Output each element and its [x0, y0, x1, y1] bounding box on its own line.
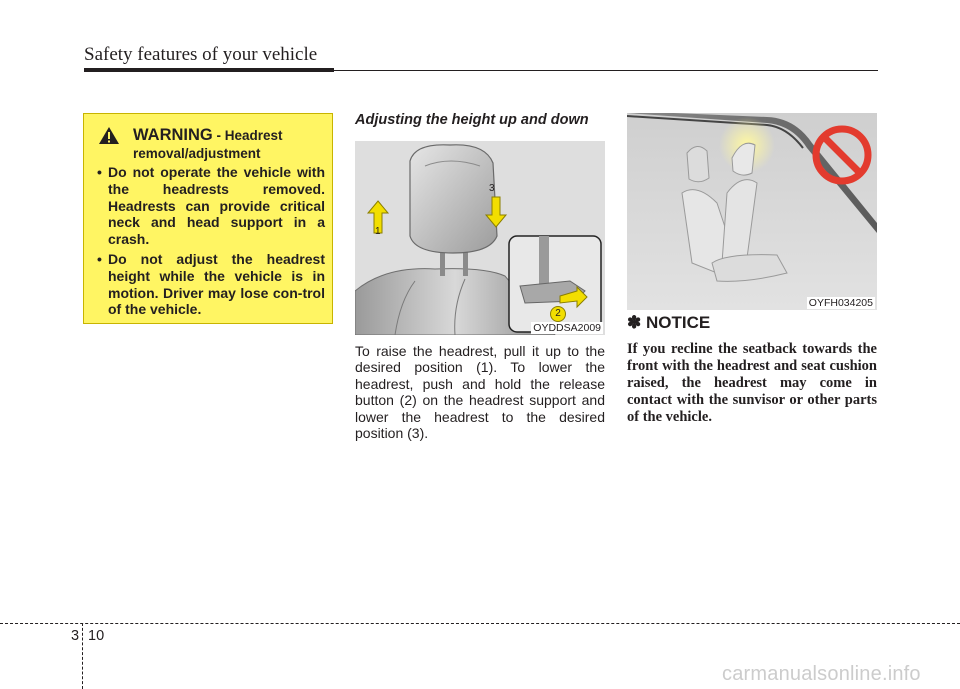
callout-2-label: 2	[555, 308, 561, 319]
warning-box	[83, 113, 333, 324]
callout-3: 3	[489, 183, 495, 194]
warning-subtitle-line2: removal/adjustment	[133, 146, 261, 161]
seat-recline-illustration	[627, 113, 877, 310]
headrest-adjustment-figure	[355, 141, 605, 335]
warning-title: WARNING	[133, 126, 213, 144]
notice-text: If you recline the seatback towards the front with the headrest and seat cushion raised, the headrest may come in contact with the sunvisor or other parts of the vehicle.	[627, 341, 877, 425]
header-rule-thin	[334, 70, 878, 71]
warning-item-text: Do not adjust the headrest height while the vehicle is in motion. Driver may lose con-trol of the vehicle.	[108, 250, 325, 318]
bullet: •	[97, 164, 102, 180]
warning-triangle-icon	[98, 126, 120, 145]
headrest-illustration	[355, 141, 605, 335]
notice-symbol-icon: ✽	[627, 313, 642, 332]
footer-vertical-rule	[82, 623, 83, 689]
header-rule-thick	[84, 68, 334, 72]
body-text: To raise the headrest, pull it up to the desired position (1). To lower the headrest, push and hold the release button (2) on the headrest support and lower the headrest to the desired position (3).	[355, 343, 605, 442]
figure-caption: OYDDSA2009	[533, 322, 601, 334]
page-header-title: Safety features of your vehicle	[84, 44, 318, 65]
callout-2	[550, 306, 566, 322]
footer-chapter-number: 3	[71, 628, 80, 644]
footer-rule	[0, 623, 960, 624]
watermark: carmanualsonline.info	[722, 663, 921, 685]
warning-item	[97, 251, 325, 318]
section-heading: Adjusting the height up and down	[355, 112, 589, 128]
notice-heading	[627, 313, 710, 333]
figure-caption: OYFH034205	[808, 297, 873, 309]
warning-item-text: Do not operate the vehicle with the headrests removed. Headrests can provide critical neck and head support in a crash.	[108, 164, 325, 248]
callout-1: 1	[375, 226, 381, 237]
notice-heading-label: NOTICE	[645, 313, 711, 332]
warning-list	[97, 164, 325, 321]
bullet: •	[97, 250, 102, 267]
footer-page-number: 10	[88, 628, 105, 644]
warning-subtitle-line1: - Headrest	[212, 128, 283, 143]
warning-item	[97, 164, 325, 248]
notice-figure	[627, 113, 877, 310]
